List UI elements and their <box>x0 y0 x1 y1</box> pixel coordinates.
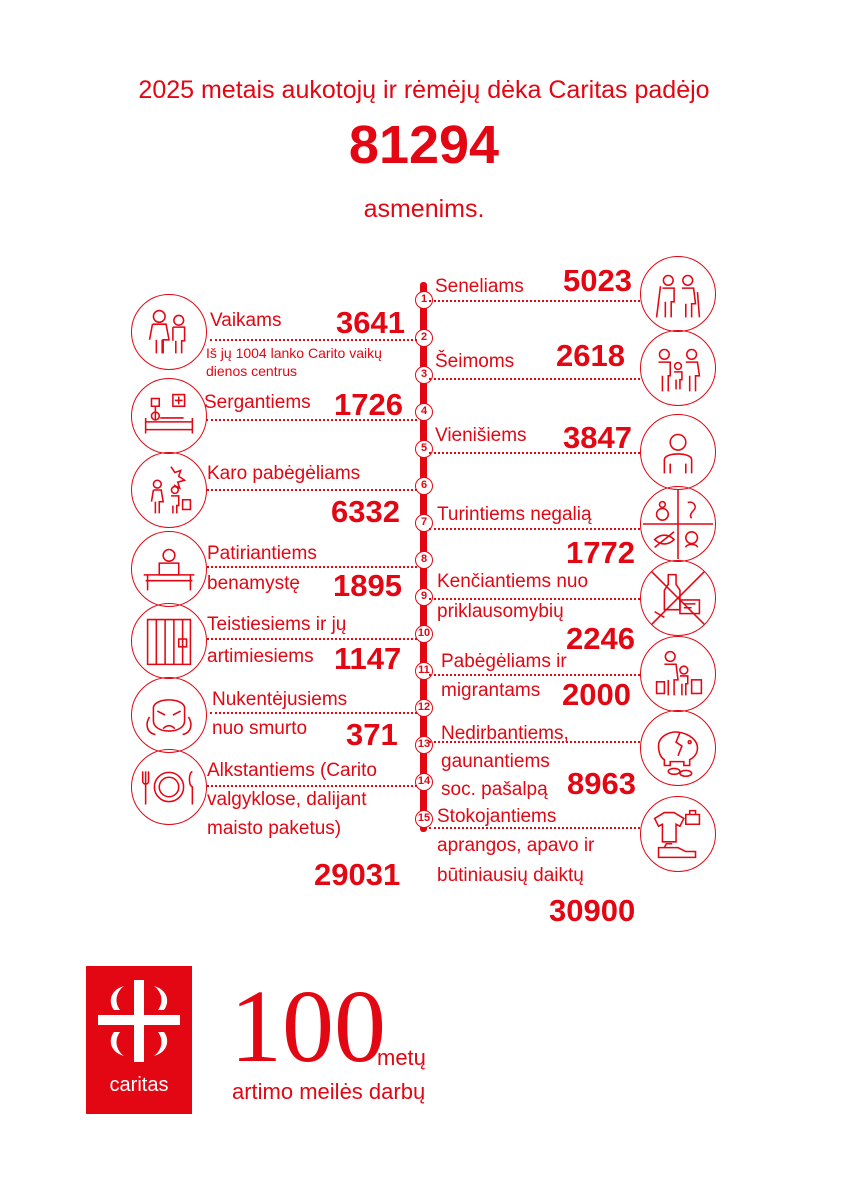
children-icon <box>131 294 207 370</box>
total-unit: asmenims. <box>363 195 485 223</box>
label-unemployed: Nedirbantiems, <box>441 723 569 744</box>
migrants-icon <box>640 636 716 712</box>
timeline-node-15: 15 <box>415 810 433 828</box>
tagline: artimo meilės darbų <box>232 1079 426 1104</box>
label-addiction: Kenčiantiems nuo <box>437 571 589 592</box>
timeline-node-9: 9 <box>415 588 433 606</box>
caritas-logo <box>86 966 192 1114</box>
leader-line <box>207 785 417 787</box>
war-refugees-icon <box>131 452 207 528</box>
timeline-node-12: 12 <box>415 699 433 717</box>
caritas-wordmark: caritas <box>109 1074 169 1096</box>
label-convicted: Teistiesiems ir jų <box>207 614 347 635</box>
total-helped: 81294 <box>348 115 500 175</box>
label-homeless-line2: benamystę <box>207 573 300 594</box>
leader-line <box>429 452 640 454</box>
timeline-node-1: 1 <box>415 291 433 309</box>
label-war-refugees: Karo pabėgėliams <box>207 463 361 484</box>
label-children: Vaikams <box>210 310 282 331</box>
label-hungry-line2: valgyklose, dalijant <box>207 789 367 810</box>
clothes-shoes-icon <box>640 796 716 872</box>
label-elderly: Seneliams <box>435 276 524 297</box>
label-families: Šeimoms <box>435 351 515 372</box>
years-unit: metų <box>377 1045 426 1070</box>
label-homeless: Patiriantiems <box>207 543 317 564</box>
leader-line <box>210 712 417 714</box>
elderly-couple-icon <box>640 256 716 332</box>
hospital-bed-icon <box>131 378 207 454</box>
value-children: 3641 <box>336 305 405 340</box>
family-icon <box>640 330 716 406</box>
value-elderly: 5023 <box>563 263 632 298</box>
leader-line <box>429 741 640 743</box>
leader-line <box>206 419 417 421</box>
timeline-node-2: 2 <box>415 329 433 347</box>
value-sick: 1726 <box>334 387 403 422</box>
value-disability: 1772 <box>566 535 635 570</box>
timeline-node-3: 3 <box>415 366 433 384</box>
label-essentials-line2: aprangos, apavo ir <box>437 835 595 856</box>
leader-line <box>207 489 417 491</box>
label-hungry: Alkstantiems (Carito <box>207 760 377 781</box>
crying-face-icon <box>131 677 207 753</box>
label-sick: Sergantiems <box>204 392 311 413</box>
leader-line <box>429 300 640 302</box>
years-number: 100 <box>230 969 386 1084</box>
label-lonely: Vienišiems <box>435 425 527 446</box>
label-unemployed-line2: gaunantiems <box>441 751 550 772</box>
addiction-icon <box>640 560 716 636</box>
timeline-node-7: 7 <box>415 514 433 532</box>
leader-line <box>429 674 640 676</box>
value-hungry: 29031 <box>314 857 401 892</box>
value-homeless: 1895 <box>333 568 402 603</box>
leader-line <box>429 827 640 829</box>
value-unemployed: 8963 <box>567 766 636 801</box>
label-hungry-line3: maisto paketus) <box>207 818 342 839</box>
timeline-node-13: 13 <box>415 736 433 754</box>
leader-line <box>429 528 640 530</box>
label-convicted-line2: artimiesiems <box>207 646 314 667</box>
label-disability: Turintiems negalią <box>437 504 592 525</box>
label-unemployed-line3: soc. pašalpą <box>441 779 548 800</box>
value-addiction: 2246 <box>566 621 635 656</box>
label-violence: Nukentėjusiems <box>212 689 348 710</box>
timeline-node-8: 8 <box>415 551 433 569</box>
timeline-node-11: 11 <box>415 662 433 680</box>
value-families: 2618 <box>556 338 625 373</box>
lonely-person-icon <box>640 414 716 490</box>
label-essentials-line3: būtiniausių daiktų <box>437 865 584 886</box>
timeline-node-10: 10 <box>415 625 433 643</box>
headline: 2025 metais aukotojų ir rėmėjų dėka Caritas padėjo <box>138 76 710 104</box>
prison-bars-icon <box>131 603 207 679</box>
plate-cutlery-icon <box>131 749 207 825</box>
value-convicted: 1147 <box>334 641 402 676</box>
disability-icon <box>640 486 716 562</box>
leader-line <box>210 339 417 341</box>
timeline-node-5: 5 <box>415 440 433 458</box>
label-addiction-line2: priklausomybių <box>437 601 564 622</box>
label-migrants: Pabėgėliams ir <box>441 651 567 672</box>
broken-piggy-bank-icon <box>640 710 716 786</box>
label-essentials: Stokojantiems <box>437 806 557 827</box>
value-migrants: 2000 <box>562 677 631 712</box>
value-war-refugees: 6332 <box>331 494 400 529</box>
timeline-node-4: 4 <box>415 403 433 421</box>
note-children: Iš jų 1004 lanko Carito vaikų <box>206 345 382 361</box>
label-violence-line2: nuo smurto <box>212 718 308 739</box>
value-essentials: 30900 <box>549 893 636 928</box>
note-children-line2: dienos centrus <box>206 363 298 379</box>
value-lonely: 3847 <box>563 420 632 455</box>
timeline-node-6: 6 <box>415 477 433 495</box>
timeline-node-14: 14 <box>415 773 433 791</box>
label-migrants-line2: migrantams <box>441 680 541 701</box>
value-violence: 371 <box>346 717 398 752</box>
leader-line <box>429 378 640 380</box>
leader-line <box>207 638 417 640</box>
homeless-bench-icon <box>131 531 207 607</box>
